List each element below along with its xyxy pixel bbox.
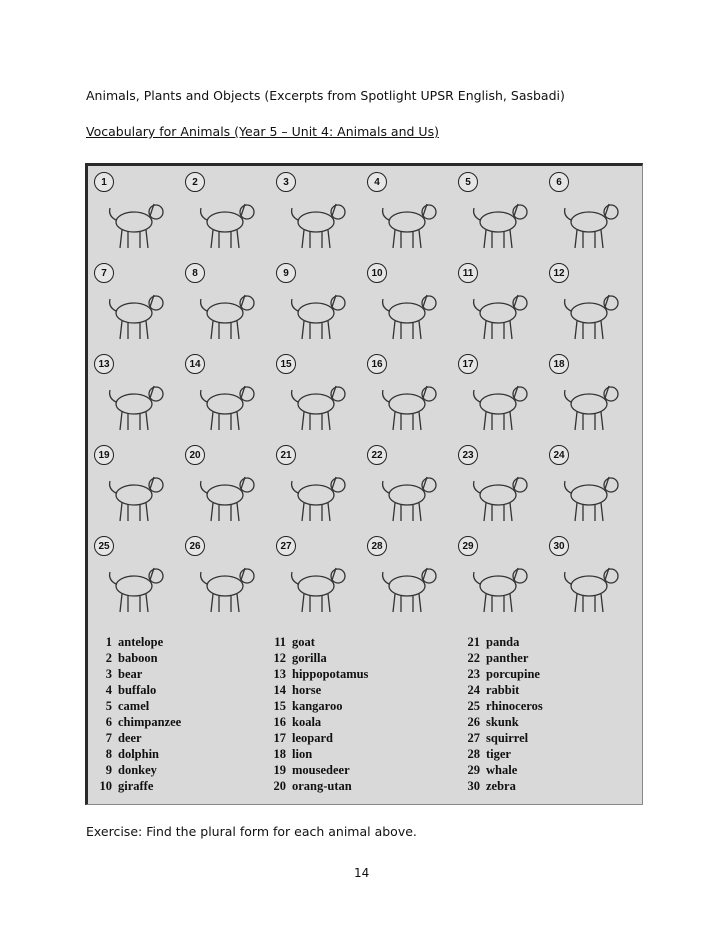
vocabulary-entry [94,730,181,746]
vocabulary-number: 28 [467,747,480,761]
exercise-instruction: Exercise: Find the plural form for each animal above. [86,824,417,839]
animal-number-badge: 5 [458,172,478,192]
vocabulary-number: 15 [273,699,286,713]
animal-sketch-icon [557,552,627,618]
vocabulary-entry [462,730,543,746]
animal-illustration-goat [456,261,544,349]
page-number: 14 [354,866,370,880]
document-header: Animals, Plants and Objects (Excerpts from Spotlight UPSR English, Sasbadi) [86,88,565,103]
animal-sketch-icon [284,279,354,345]
animal-number-badge: 16 [367,354,387,374]
animal-number-badge: 24 [549,445,569,465]
animal-sketch-icon [284,188,354,254]
vocabulary-number: 13 [273,667,286,681]
animal-illustration-donkey [274,261,362,349]
vocabulary-word: horse [292,683,322,697]
animal-illustration-chimpanzee [547,170,635,258]
animal-illustration-bear [274,170,362,258]
vocabulary-number: 16 [273,715,286,729]
animal-number-badge: 29 [458,536,478,556]
vocabulary-word: skunk [486,715,519,729]
vocabulary-number: 23 [467,667,480,681]
vocabulary-number: 12 [273,651,286,665]
vocabulary-word: panda [486,635,520,649]
animal-sketch-icon [102,370,172,436]
animal-illustration-grid [92,170,640,630]
vocabulary-entry [462,682,543,698]
animal-number-badge: 26 [185,536,205,556]
animal-illustration-kangaroo [274,352,362,440]
animal-sketch-icon [102,279,172,345]
animal-number-badge: 27 [276,536,296,556]
vocabulary-number: 18 [273,747,286,761]
animal-sketch-icon [193,370,263,436]
vocabulary-word: baboon [118,651,158,665]
vocabulary-word: buffalo [118,683,157,697]
vocabulary-entry [94,650,181,666]
vocabulary-entry [462,634,543,650]
animal-sketch-icon [102,461,172,527]
vocabulary-word: rabbit [486,683,520,697]
animal-number-badge: 8 [185,263,205,283]
vocabulary-word: giraffe [118,779,154,793]
vocabulary-entry [94,778,181,794]
vocabulary-number: 26 [467,715,480,729]
vocabulary-entry [268,778,368,794]
vocabulary-entry [462,778,543,794]
animal-sketch-icon [557,188,627,254]
animal-number-badge: 22 [367,445,387,465]
vocabulary-number: 10 [99,779,112,793]
animal-illustration-lion [547,352,635,440]
animal-sketch-icon [284,461,354,527]
vocabulary-entry [94,714,181,730]
vocabulary-word: gorilla [292,651,327,665]
animal-sketch-icon [102,552,172,618]
vocabulary-number: 4 [105,683,112,697]
animal-number-badge: 28 [367,536,387,556]
vocabulary-number: 24 [467,683,480,697]
vocabulary-number: 20 [273,779,286,793]
animal-sketch-icon [466,188,536,254]
animal-number-badge: 18 [549,354,569,374]
animal-number-badge: 15 [276,354,296,374]
animal-illustration-panda [274,443,362,531]
animal-illustration-gorilla [547,261,635,349]
animal-sketch-icon [557,279,627,345]
animal-number-badge: 1 [94,172,114,192]
animal-illustration-rhinoceros [92,534,180,622]
animal-sketch-icon [557,461,627,527]
animal-illustration-hippopotamus [92,352,180,440]
animal-sketch-icon [466,279,536,345]
vocabulary-number: 29 [467,763,480,777]
animal-number-badge: 23 [458,445,478,465]
vocabulary-entry [462,666,543,682]
vocabulary-word: panther [486,651,529,665]
animal-illustration-orang-utan [183,443,271,531]
animal-number-badge: 13 [94,354,114,374]
vocabulary-entry [462,762,543,778]
vocabulary-word: squirrel [486,731,529,745]
animal-illustration-baboon [183,170,271,258]
vocabulary-number: 22 [467,651,480,665]
vocabulary-word: tiger [486,747,511,761]
vocabulary-entry [94,698,181,714]
animal-illustration-koala [365,352,453,440]
animal-illustration-horse [183,352,271,440]
animal-number-badge: 4 [367,172,387,192]
animal-illustration-skunk [183,534,271,622]
animal-illustration-tiger [365,534,453,622]
vocabulary-list [94,634,638,802]
vocabulary-word: goat [292,635,315,649]
vocabulary-word: lion [292,747,313,761]
animal-number-badge: 20 [185,445,205,465]
animal-number-badge: 7 [94,263,114,283]
animal-illustration-squirrel [274,534,362,622]
vocabulary-word: leopard [292,731,333,745]
vocabulary-word: donkey [118,763,157,777]
animal-number-badge: 3 [276,172,296,192]
vocabulary-word: deer [118,731,142,745]
animal-illustration-whale [456,534,544,622]
animal-sketch-icon [193,461,263,527]
animal-number-badge: 19 [94,445,114,465]
animal-number-badge: 17 [458,354,478,374]
animal-sketch-icon [466,552,536,618]
vocabulary-word: orang-utan [292,779,352,793]
animal-sketch-icon [284,370,354,436]
animal-illustration-antelope [92,170,180,258]
vocabulary-word: rhinoceros [486,699,543,713]
animal-number-badge: 11 [458,263,478,283]
animal-illustration-rabbit [547,443,635,531]
vocabulary-entry [94,682,181,698]
animal-sketch-icon [284,552,354,618]
animal-number-badge: 10 [367,263,387,283]
animal-illustration-deer [92,261,180,349]
vocabulary-number: 17 [273,731,286,745]
animal-sketch-icon [466,370,536,436]
animal-sketch-icon [375,552,445,618]
vocabulary-entry [94,666,181,682]
vocabulary-entry [268,746,368,762]
vocabulary-number: 6 [105,715,112,729]
vocabulary-number: 9 [105,763,112,777]
animal-illustration-leopard [456,352,544,440]
animal-number-badge: 6 [549,172,569,192]
animal-number-badge: 14 [185,354,205,374]
vocabulary-entry [268,730,368,746]
animal-illustration-dolphin [183,261,271,349]
vocabulary-word: kangaroo [292,699,343,713]
animal-illustration-giraffe [365,261,453,349]
animal-sketch-icon [466,461,536,527]
vocabulary-entry [462,746,543,762]
vocabulary-number: 30 [467,779,480,793]
vocabulary-column-1 [94,634,181,794]
vocabulary-word: dolphin [118,747,160,761]
animal-number-badge: 12 [549,263,569,283]
vocabulary-number: 1 [105,635,112,649]
vocabulary-word: porcupine [486,667,540,681]
vocabulary-column-3 [462,634,543,794]
animal-number-badge: 21 [276,445,296,465]
vocabulary-number: 8 [105,747,112,761]
vocabulary-entry [268,762,368,778]
animal-sketch-icon [557,370,627,436]
vocabulary-entry [94,634,181,650]
animal-sketch-icon [375,370,445,436]
vocabulary-word: antelope [118,635,164,649]
vocabulary-word: hippopotamus [292,667,369,681]
vocabulary-entry [94,746,181,762]
animal-sketch-icon [375,279,445,345]
vocabulary-entry [268,666,368,682]
animal-illustration-camel [456,170,544,258]
animal-sketch-icon [375,188,445,254]
vocabulary-column-2 [268,634,368,794]
vocabulary-number: 14 [273,683,286,697]
vocabulary-number: 21 [467,635,480,649]
animal-sketch-icon [193,279,263,345]
vocabulary-subheading: Vocabulary for Animals (Year 5 – Unit 4: Animals and Us) [86,124,439,139]
vocabulary-entry [268,634,368,650]
animal-illustration-buffalo [365,170,453,258]
vocabulary-number: 3 [105,667,112,681]
vocabulary-number: 27 [467,731,480,745]
animal-sketch-icon [375,461,445,527]
vocabulary-number: 5 [105,699,112,713]
vocabulary-word: bear [118,667,143,681]
vocabulary-entry [462,698,543,714]
vocabulary-entry [268,682,368,698]
vocabulary-word: mousedeer [292,763,350,777]
vocabulary-word: whale [486,763,518,777]
vocabulary-word: camel [118,699,150,713]
vocabulary-entry [462,714,543,730]
vocabulary-word: chimpanzee [118,715,182,729]
animal-number-badge: 2 [185,172,205,192]
vocabulary-entry [462,650,543,666]
vocabulary-entry [94,762,181,778]
animal-illustration-panther [365,443,453,531]
vocabulary-number: 25 [467,699,480,713]
vocabulary-number: 7 [105,731,112,745]
animal-sketch-icon [193,188,263,254]
vocabulary-number: 19 [273,763,286,777]
vocabulary-number: 11 [274,635,286,649]
animal-sketch-icon [193,552,263,618]
animal-illustration-zebra [547,534,635,622]
vocabulary-word: koala [292,715,322,729]
vocabulary-entry [268,650,368,666]
animal-number-badge: 25 [94,536,114,556]
animal-number-badge: 9 [276,263,296,283]
animal-illustration-mousedeer [92,443,180,531]
animal-number-badge: 30 [549,536,569,556]
animal-vocabulary-figure [85,163,643,805]
vocabulary-word: zebra [486,779,516,793]
vocabulary-entry [268,698,368,714]
vocabulary-number: 2 [105,651,112,665]
animal-illustration-porcupine [456,443,544,531]
animal-sketch-icon [102,188,172,254]
vocabulary-entry [268,714,368,730]
